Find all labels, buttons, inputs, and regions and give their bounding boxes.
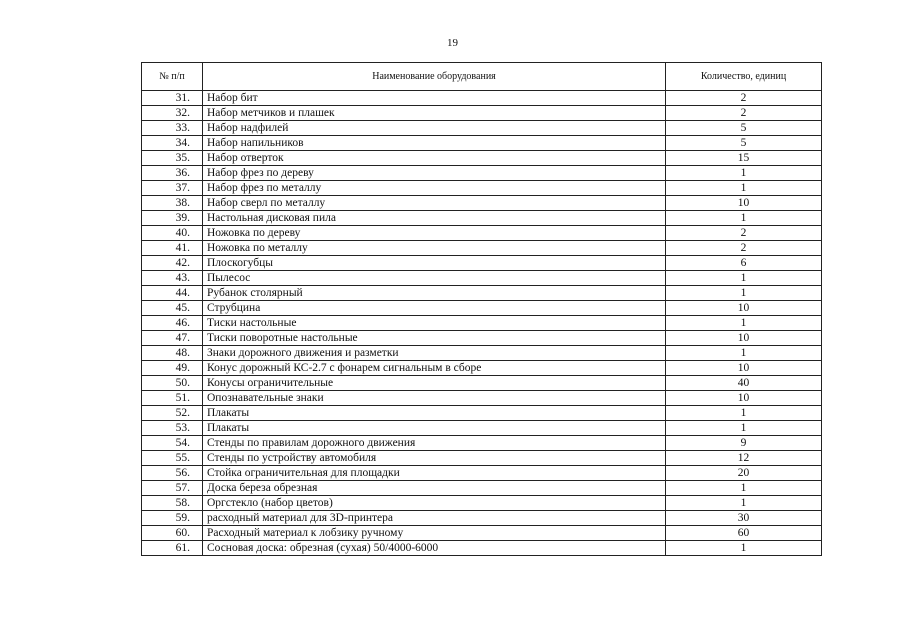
row-number: 58.	[142, 496, 203, 511]
row-number: 32.	[142, 106, 203, 121]
table-row	[142, 166, 822, 181]
equipment-quantity: 10	[666, 301, 822, 316]
row-number: 51.	[142, 391, 203, 406]
row-number: 35.	[142, 151, 203, 166]
equipment-quantity: 20	[666, 466, 822, 481]
equipment-name: Знаки дорожного движения и разметки	[203, 346, 666, 361]
table-row	[142, 301, 822, 316]
table-row	[142, 196, 822, 211]
equipment-quantity: 12	[666, 451, 822, 466]
table-row	[142, 451, 822, 466]
table-row	[142, 271, 822, 286]
table-row	[142, 376, 822, 391]
table-row	[142, 436, 822, 451]
equipment-quantity: 10	[666, 331, 822, 346]
equipment-name: Опознавательные знаки	[203, 391, 666, 406]
row-number: 37.	[142, 181, 203, 196]
row-number: 38.	[142, 196, 203, 211]
row-number: 53.	[142, 421, 203, 436]
table-row	[142, 406, 822, 421]
equipment-quantity: 10	[666, 361, 822, 376]
table-row	[142, 361, 822, 376]
table-row	[142, 106, 822, 121]
equipment-name: Расходный материал к лобзику ручному	[203, 526, 666, 541]
table-row	[142, 91, 822, 106]
table-row	[142, 181, 822, 196]
table-row	[142, 541, 822, 556]
row-number: 47.	[142, 331, 203, 346]
header-equipment-name: Наименование оборудования	[203, 63, 666, 91]
equipment-name: Набор напильников	[203, 136, 666, 151]
equipment-quantity: 1	[666, 166, 822, 181]
equipment-quantity: 1	[666, 286, 822, 301]
table-row	[142, 256, 822, 271]
equipment-quantity: 15	[666, 151, 822, 166]
table-row	[142, 226, 822, 241]
table-row	[142, 316, 822, 331]
table-row	[142, 496, 822, 511]
equipment-quantity: 2	[666, 226, 822, 241]
equipment-name: Пылесос	[203, 271, 666, 286]
equipment-name: Плоскогубцы	[203, 256, 666, 271]
row-number: 57.	[142, 481, 203, 496]
equipment-quantity: 1	[666, 271, 822, 286]
row-number: 42.	[142, 256, 203, 271]
row-number: 34.	[142, 136, 203, 151]
equipment-name: Набор сверл по металлу	[203, 196, 666, 211]
row-number: 33.	[142, 121, 203, 136]
equipment-quantity: 1	[666, 316, 822, 331]
equipment-name: Стенды по правилам дорожного движения	[203, 436, 666, 451]
row-number: 44.	[142, 286, 203, 301]
table-row	[142, 421, 822, 436]
table-row	[142, 211, 822, 226]
row-number: 61.	[142, 541, 203, 556]
table-row	[142, 511, 822, 526]
equipment-quantity: 2	[666, 91, 822, 106]
equipment-quantity: 40	[666, 376, 822, 391]
table-row	[142, 121, 822, 136]
equipment-name: Стойка ограничительная для площадки	[203, 466, 666, 481]
row-number: 55.	[142, 451, 203, 466]
table-body	[142, 91, 822, 556]
equipment-quantity: 6	[666, 256, 822, 271]
equipment-name: Сосновая доска: обрезная (сухая) 50/4000-6000	[203, 541, 666, 556]
equipment-quantity: 1	[666, 346, 822, 361]
row-number: 60.	[142, 526, 203, 541]
equipment-name: Ножовка по металлу	[203, 241, 666, 256]
equipment-name: Плакаты	[203, 406, 666, 421]
page-number: 19	[447, 37, 458, 49]
table-row	[142, 466, 822, 481]
equipment-quantity: 1	[666, 406, 822, 421]
equipment-name: Набор фрез по металлу	[203, 181, 666, 196]
header-number: № п/п	[142, 63, 203, 91]
equipment-name: Набор бит	[203, 91, 666, 106]
equipment-name: Тиски настольные	[203, 316, 666, 331]
equipment-name: Плакаты	[203, 421, 666, 436]
table-row	[142, 526, 822, 541]
row-number: 56.	[142, 466, 203, 481]
equipment-name: Рубанок столярный	[203, 286, 666, 301]
equipment-name: Струбцина	[203, 301, 666, 316]
table-row	[142, 241, 822, 256]
equipment-name: Оргстекло (набор цветов)	[203, 496, 666, 511]
table-row	[142, 481, 822, 496]
row-number: 48.	[142, 346, 203, 361]
equipment-quantity: 2	[666, 106, 822, 121]
table-row	[142, 286, 822, 301]
equipment-name: Набор метчиков и плашек	[203, 106, 666, 121]
equipment-quantity: 5	[666, 121, 822, 136]
row-number: 50.	[142, 376, 203, 391]
row-number: 49.	[142, 361, 203, 376]
row-number: 36.	[142, 166, 203, 181]
equipment-name: Настольная дисковая пила	[203, 211, 666, 226]
equipment-name: Набор надфилей	[203, 121, 666, 136]
row-number: 52.	[142, 406, 203, 421]
equipment-quantity: 5	[666, 136, 822, 151]
equipment-quantity: 1	[666, 481, 822, 496]
table-row	[142, 346, 822, 361]
row-number: 41.	[142, 241, 203, 256]
equipment-quantity: 9	[666, 436, 822, 451]
equipment-name: расходный материал для 3D-принтера	[203, 511, 666, 526]
table-row	[142, 391, 822, 406]
table-header-row	[142, 63, 822, 91]
equipment-quantity: 10	[666, 196, 822, 211]
row-number: 59.	[142, 511, 203, 526]
equipment-quantity: 10	[666, 391, 822, 406]
row-number: 43.	[142, 271, 203, 286]
equipment-name: Тиски поворотные настольные	[203, 331, 666, 346]
equipment-name: Стенды по устройству автомобиля	[203, 451, 666, 466]
equipment-name: Доска береза обрезная	[203, 481, 666, 496]
equipment-quantity: 30	[666, 511, 822, 526]
equipment-quantity: 1	[666, 496, 822, 511]
row-number: 46.	[142, 316, 203, 331]
equipment-quantity: 1	[666, 541, 822, 556]
equipment-name: Ножовка по дереву	[203, 226, 666, 241]
equipment-quantity: 1	[666, 211, 822, 226]
equipment-name: Набор отверток	[203, 151, 666, 166]
row-number: 39.	[142, 211, 203, 226]
equipment-quantity: 60	[666, 526, 822, 541]
equipment-quantity: 1	[666, 421, 822, 436]
equipment-quantity: 1	[666, 181, 822, 196]
row-number: 45.	[142, 301, 203, 316]
equipment-quantity: 2	[666, 241, 822, 256]
row-number: 31.	[142, 91, 203, 106]
row-number: 54.	[142, 436, 203, 451]
equipment-name: Конусы ограничительные	[203, 376, 666, 391]
table-row	[142, 151, 822, 166]
equipment-name: Набор фрез по дереву	[203, 166, 666, 181]
table-row	[142, 136, 822, 151]
row-number: 40.	[142, 226, 203, 241]
equipment-name: Конус дорожный КС-2.7 с фонарем сигнальным в сборе	[203, 361, 666, 376]
table-row	[142, 331, 822, 346]
equipment-table	[141, 62, 822, 556]
header-quantity: Количество, единиц	[666, 63, 822, 91]
